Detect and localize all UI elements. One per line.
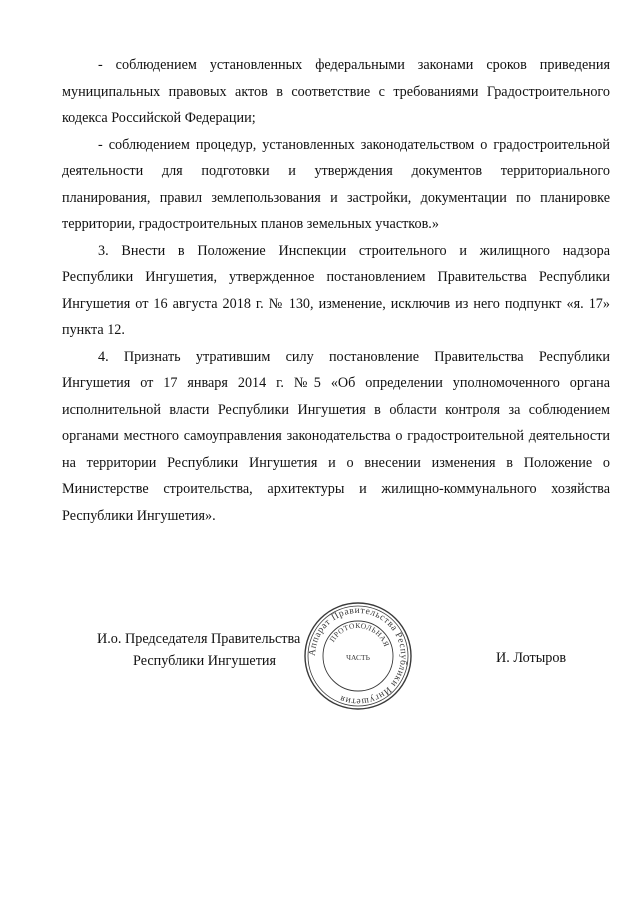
document-body	[62, 52, 610, 529]
seal-inner-text: ПРОТОКОЛЬНАЯ	[327, 620, 392, 649]
seal-center-text: ЧАСТЬ	[346, 653, 370, 662]
paragraph-item-3: 3. Внести в Положение Инспекции строительного и жилищного надзора Республики Ингушетия, утвержденное постановлением Правительства Республики Ингушетия от 16 августа 2018 г. № 130, изменение, исключив из него подпункт «я. 17» пункта 12.	[62, 242, 610, 338]
signatory-title-line1: И.о. Председателя Правительства	[97, 631, 301, 647]
paragraph-item-4: 4. Признать утратившим силу постановление Правительства Республики Ингушетия от 17 января 2014 г. №5 «Об определении уполномоченного органа исполнительной власти Республики Ингушетия в области контроля за соблюдением органами местного самоуправления законодательства о градостроительной деятельности на территории Республики Ингушетия и о внесении изменения в Положение о Министерстве строительства, архитектуры и жилищно-коммунального хозяйства Республики Ингушетия».	[62, 348, 610, 524]
paragraph-bullet-1: - соблюдением установленных федеральными законами сроков приведения муниципальных правовых актов в соответствие с требованиями Градостроительного кодекса Российской Федерации;	[62, 57, 610, 126]
seal-stamp-icon	[302, 600, 414, 712]
signatory-title-line2: Республики Ингушетия	[133, 653, 277, 669]
svg-text:ПРОТОКОЛЬНАЯ	[328, 621, 392, 648]
official-seal	[302, 600, 414, 712]
seal-outer-text: Аппарат Правительства Республики Ингушетия	[307, 605, 409, 707]
signatory-name: И. Лотыров	[496, 650, 567, 666]
paragraph-bullet-2: - соблюдением процедур, установленных законодательством о градостроительной деятельности для подготовки и утверждения документов территориального планирования, правил землепользования и застройки, документации по планировке территории, градостроительных планов земельных участков.»	[62, 136, 610, 232]
signatory-title	[97, 628, 300, 672]
